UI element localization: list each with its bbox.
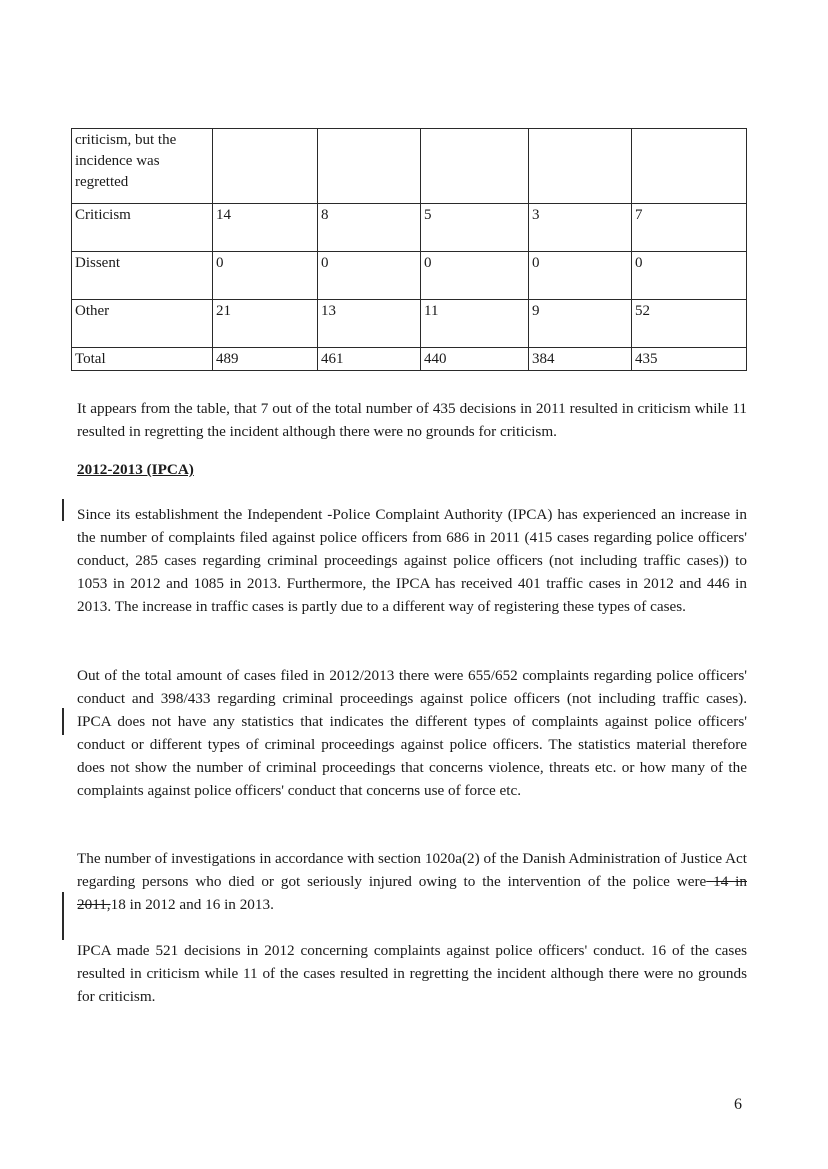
table-cell [213,129,318,204]
table-row [72,129,747,204]
table-row-total [72,348,747,371]
table-cell: 52 [632,300,747,348]
table-cell: 0 [318,252,421,300]
table-cell: 440 [421,348,529,371]
table-row [72,300,747,348]
row-label: Other [72,300,213,348]
table-cell: 21 [213,300,318,348]
table-cell: 435 [632,348,747,371]
paragraph-text: The number of investigations in accordance with section 1020a(2) of the Danish Administration of Justice Act regarding persons who died or got seriously injured owing to the intervention of the police were [77,850,747,890]
table-cell: 0 [529,252,632,300]
table-cell: 14 [213,204,318,252]
revision-bar [62,708,64,735]
table-cell: 461 [318,348,421,371]
decisions-paragraph: IPCA made 521 decisions in 2012 concerning complaints against police officers' conduct. 16 of the cases resulted in criticism while 11 of the cases resulted in regretting the incident although there were no grounds for criticism. [77,942,747,1005]
table-row [72,204,747,252]
paragraph-text: 18 in 2012 and 16 in 2013. [110,896,274,913]
table-cell [318,129,421,204]
table-cell: 0 [213,252,318,300]
table-cell: 0 [421,252,529,300]
table-cell [632,129,747,204]
struck-text: 14 in 2011, [77,873,747,913]
ipca-cases-paragraph: Out of the total amount of cases filed in 2012/2013 there were 655/652 complaints regarding police officers' conduct and 398/433 regarding criminal proceedings against police officers (not including traffic cases). IPCA does not have any statistics that indicates the different types of complaints against police officers' conduct or different types of criminal proceedings against police officers. The statistics material therefore does not show the number of criminal proceedings that concerns violence, threats etc. or how many of the complaints against police officers' conduct that concerns use of force etc. [77,667,747,799]
table-cell: 3 [529,204,632,252]
table-cell [529,129,632,204]
table-cell: 8 [318,204,421,252]
row-label: Total [72,348,213,371]
table-cell: 7 [632,204,747,252]
page-number: 6 [734,1096,742,1113]
table-row [72,252,747,300]
table-cell: 384 [529,348,632,371]
table-cell: 9 [529,300,632,348]
row-label: Criticism [72,204,213,252]
investigations-paragraph [77,847,747,916]
table-cell [421,129,529,204]
table-cell: 13 [318,300,421,348]
section-heading: 2012-2013 (IPCA) [77,461,194,478]
table-cell: 0 [632,252,747,300]
row-label: criticism, but the incidence was regretted [72,129,213,204]
table-cell: 489 [213,348,318,371]
table-cell: 11 [421,300,529,348]
table-cell: 5 [421,204,529,252]
decisions-table [71,128,747,371]
row-label: Dissent [72,252,213,300]
revision-bar [62,499,64,521]
ipca-increase-paragraph: Since its establishment the Independent -Police Complaint Authority (IPCA) has experienced an increase in the number of complaints filed against police officers from 686 in 2011 (415 cases regarding police officers' conduct, 285 cases regarding criminal proceedings against police officers (not including traffic cases)) to 1053 in 2012 and 1085 in 2013. Furthermore, the IPCA has received 401 traffic cases in 2012 and 446 in 2013. The increase in traffic cases is partly due to a different way of registering these types of cases. [77,506,747,615]
table-summary-paragraph: It appears from the table, that 7 out of the total number of 435 decisions in 2011 resulted in criticism while 11 resulted in regretting the incident although there were no grounds for criticism. [77,400,747,440]
revision-bar [62,892,64,940]
